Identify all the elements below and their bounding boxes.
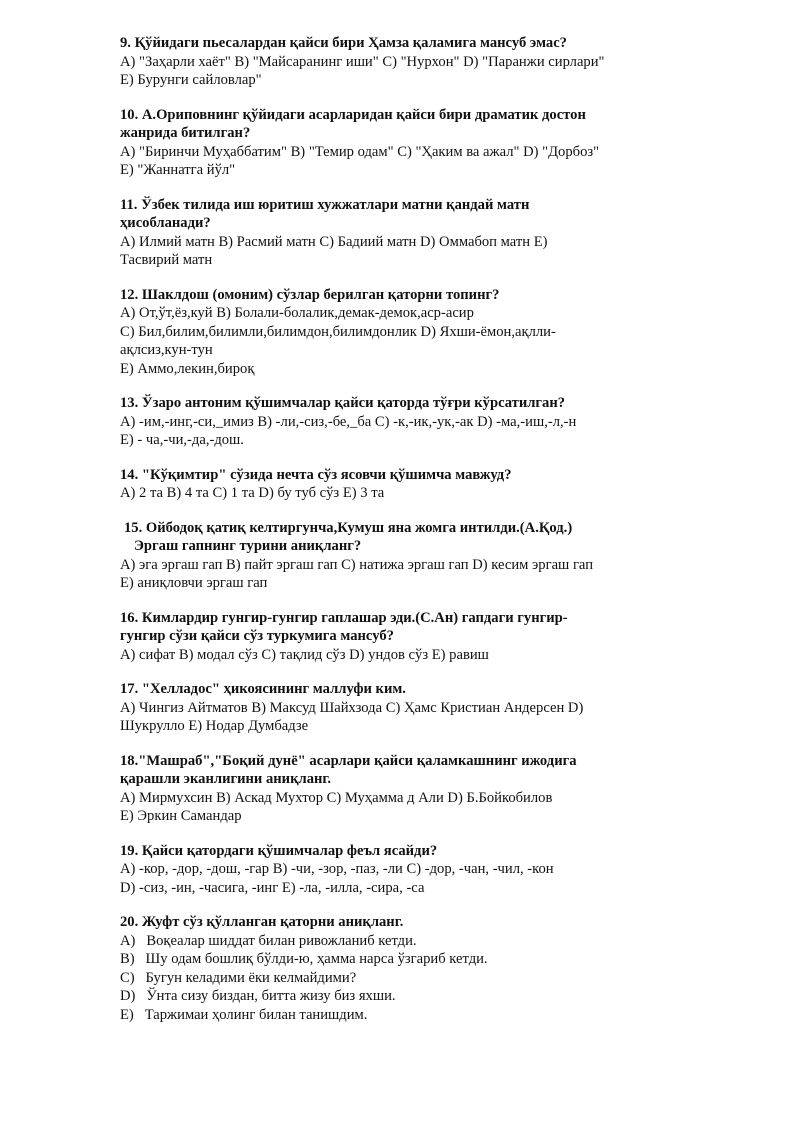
answer-line: E) "Жаннатга йўл" xyxy=(120,162,236,178)
question-title xyxy=(120,394,680,413)
answer-line: B) Шу одам бошлиқ бўлди-ю, ҳамма нарса ўзгариб кетди. xyxy=(120,951,488,967)
answer-line: E) Бурунги сайловлар" xyxy=(120,72,262,88)
question-16 xyxy=(120,609,680,665)
question-11 xyxy=(120,196,680,270)
title-line: 12. Шаклдош (омоним) сўзлар берилган қаторни топинг? xyxy=(120,286,500,303)
title-line: 10. А.Ориповнинг қўйидаги асарларидан қайси бири драматик достон xyxy=(120,106,586,123)
answer-line: E) аниқловчи эргаш гап xyxy=(120,575,268,591)
title-line: 19. Қайси қатордаги қўшимчалар феъл ясайди? xyxy=(120,842,438,859)
answer-line: E) Эркин Самандар xyxy=(120,808,242,824)
answer-line: Шукрулло E) Нодар Думбадзе xyxy=(120,718,309,734)
answer-line: A) Мирмухсин B) Аскад Мухтор C) Муҳамма д Али D) Б.Бойкобилов xyxy=(120,789,553,806)
answer-line: ақлсиз,кун-тун xyxy=(120,342,213,358)
title-line: 11. Ўзбек тилида иш юритиш хужжатлари матни қандай матн xyxy=(120,196,530,213)
question-title xyxy=(120,519,680,556)
answer-line: A) сифат B) модал сўз C) тақлид сўз D) ундов сўз E) равиш xyxy=(120,646,489,663)
question-15 xyxy=(120,519,680,593)
answer-line: E) - ча,-чи,-да,-дош. xyxy=(120,432,244,448)
title-line: қарашли эканлигини аниқланг. xyxy=(120,771,332,787)
answer-line: C) Бил,билим,билимли,билимдон,билимдонлик D) Яхши-ёмон,ақлли- xyxy=(120,323,556,340)
title-line: 18."Машраб","Боқий дунё" асарлари қайси қаламкашнинг ижодига xyxy=(120,752,577,769)
answer-line: D) -сиз, -ин, -часига, -инг E) -ла, -илла, -сира, -са xyxy=(120,879,425,896)
title-line: жанрида битилган? xyxy=(120,125,251,141)
title-line: 16. Кимлардир гунгир-гунгир гаплашар эди.(С.Ан) гапдаги гунгир- xyxy=(120,609,568,626)
question-title xyxy=(120,466,680,485)
question-title xyxy=(120,34,680,53)
title-line: ҳисобланади? xyxy=(120,215,211,231)
title-line: 9. Қўйидаги пьесалардан қайси бири Ҳамза қаламига мансуб эмас? xyxy=(120,35,567,51)
question-title xyxy=(120,752,680,789)
answer-line: Тасвирий матн xyxy=(120,252,213,268)
answer-line: A) "Заҳарли хаёт" B) "Майсаранинг иши" C) "Нурхон" D) "Паранжи сирлари" xyxy=(120,53,605,70)
answer-line: A) эга эргаш гап B) пайт эргаш гап C) натижа эргаш гап D) кесим эргаш гап xyxy=(120,556,594,573)
answer-line: A) Илмий матн B) Расмий матн C) Бадиий матн D) Оммабоп матн E) xyxy=(120,233,548,250)
answer-line: D) Ўнта сизу биздан, битта жизу биз яхши. xyxy=(120,988,396,1004)
question-title xyxy=(120,106,680,143)
title-line: 15. Ойбодоқ қатиқ келтиргунча,Кумуш яна жомга интилди.(А.Қод.) xyxy=(124,519,573,536)
question-19 xyxy=(120,842,680,898)
question-title xyxy=(120,913,680,932)
answer-line: A) -кор, -дор, -дош, -гар B) -чи, -зор, -паз, -ли C) -дор, -чан, -чил, -кон xyxy=(120,861,554,877)
title-line: 20. Жуфт сўз қўлланган қаторни аниқланг. xyxy=(120,914,404,930)
title-line: 17. "Хелладос" ҳикоясининг маллуфи ким. xyxy=(120,681,406,697)
question-10 xyxy=(120,106,680,180)
question-title xyxy=(120,286,680,305)
answer-line: A) Чингиз Айтматов B) Максуд Шайхзода C) Ҳамс Кристиан Андерсен D) xyxy=(120,699,584,716)
answer-line: A) От,ўт,ёз,куй B) Болали-болалик,демак-демок,аср-асир xyxy=(120,305,474,321)
question-13 xyxy=(120,394,680,450)
question-title xyxy=(120,196,680,233)
document-page xyxy=(120,34,680,1040)
answer-line: A) "Биринчи Муҳаббатим" B) "Темир одам" C) "Ҳаким ва ажал" D) "Дорбоз" xyxy=(120,143,600,160)
question-title xyxy=(120,842,680,861)
answer-line: A) -им,-инг,-си,_имиз B) -ли,-сиз,-бе,_ба C) -к,-ик,-ук,-ак D) -ма,-иш,-л,-н xyxy=(120,413,577,430)
title-line: гунгир сўзи қайси сўз туркумига мансуб? xyxy=(120,628,394,644)
question-20 xyxy=(120,913,680,1024)
question-12 xyxy=(120,286,680,379)
answer-line: A) 2 та B) 4 та C) 1 та D) бу туб сўз E) 3 та xyxy=(120,485,385,501)
question-9 xyxy=(120,34,680,90)
title-line: 14. "Кўқимтир" сўзида нечта сўз ясовчи қўшимча мавжуд? xyxy=(120,466,512,483)
question-title xyxy=(120,680,680,699)
question-17 xyxy=(120,680,680,736)
title-line: 13. Ўзаро антоним қўшимчалар қайси қаторда тўғри кўрсатилган? xyxy=(120,395,566,411)
title-line: Эргаш гапнинг турини аниқланг? xyxy=(134,538,362,554)
question-title xyxy=(120,609,680,646)
answer-line: E) Таржимаи ҳолинг билан танишдим. xyxy=(120,1006,368,1023)
answer-line: A) Воқеалар шиддат билан ривожланиб кетди. xyxy=(120,932,417,949)
answer-line: E) Аммо,лекин,бироқ xyxy=(120,360,255,377)
question-14 xyxy=(120,466,680,503)
answer-line: C) Бугун келадими ёки келмайдими? xyxy=(120,969,357,986)
question-18 xyxy=(120,752,680,826)
